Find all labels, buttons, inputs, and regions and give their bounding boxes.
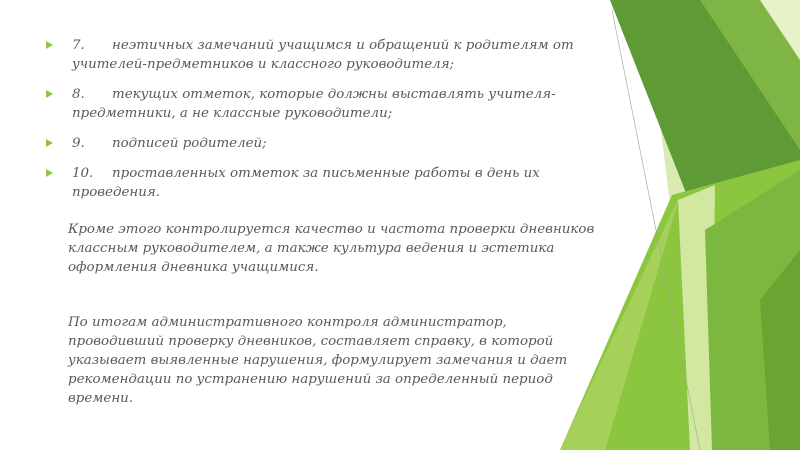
item-number: 7. <box>72 38 85 53</box>
bullet-list <box>46 36 606 202</box>
item-number: 8. <box>72 87 85 102</box>
item-number: 9. <box>72 136 85 151</box>
item-text: подписей родителей; <box>112 136 267 151</box>
list-item <box>46 164 606 202</box>
item-text: проставленных отметок за письменные работы в день их проведения. <box>72 166 540 200</box>
paragraph-admin-report: По итогам административного контроля администратор, проводивший проверку дневников, составляет справку, в которой указывает выявленные нарушения, формулирует замечания и дает рекомендации по устранению нарушений за определенный период времени. <box>68 315 568 406</box>
paragraph-quality-control: Кроме этого контролируется качество и частота проверки дневников классным руководителем, а также культура ведения и эстетика оформления дневника учащимися. <box>68 222 595 275</box>
bullet-arrow-icon <box>46 169 53 177</box>
item-text: неэтичных замечаний учащимся и обращений к родителям от учителей-предметников и классного руководителя; <box>72 38 574 72</box>
item-text: текущих отметок, которые должны выставлять учителя-предметники, а не классные руководители; <box>72 87 556 121</box>
slide-content <box>46 36 606 408</box>
bullet-arrow-icon <box>46 139 53 147</box>
list-item <box>46 36 606 74</box>
list-item <box>46 85 606 123</box>
bullet-arrow-icon <box>46 41 53 49</box>
list-item <box>46 134 606 153</box>
item-number: 10. <box>72 166 94 181</box>
bullet-arrow-icon <box>46 90 53 98</box>
